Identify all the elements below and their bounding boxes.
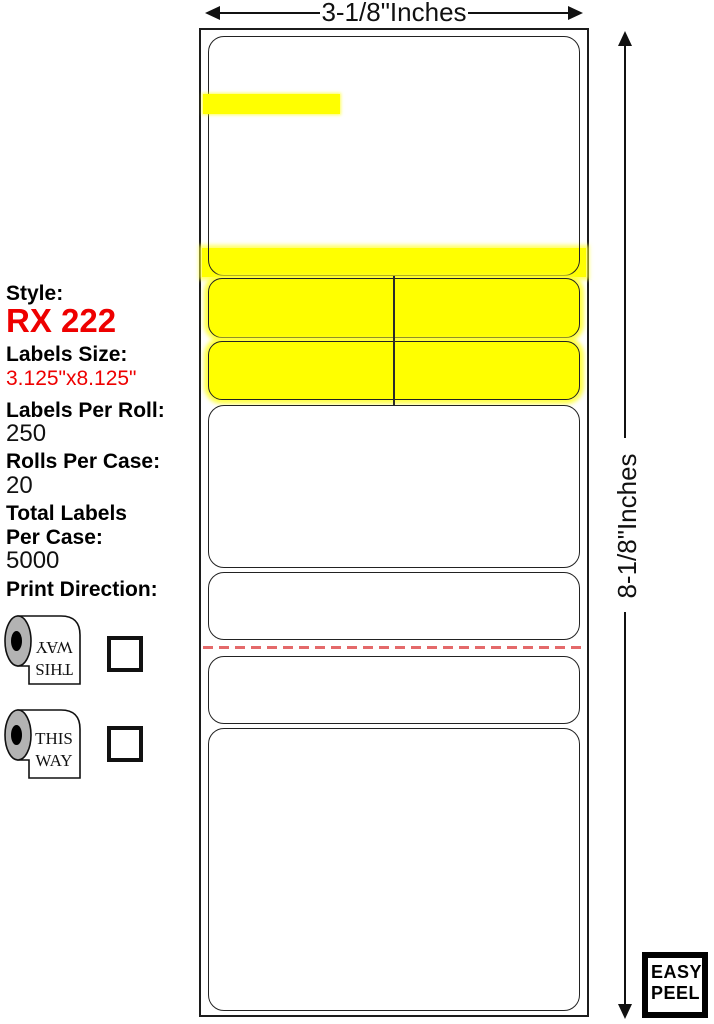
total-labels-value: 5000 bbox=[6, 547, 60, 574]
print-direction-checkbox-inverted bbox=[107, 636, 143, 672]
style-value: RX 222 bbox=[6, 302, 117, 339]
label-blank-small-upper bbox=[208, 572, 580, 640]
labels-size-value: 3.125"x8.125" bbox=[6, 367, 137, 390]
label-roll-diagram bbox=[199, 28, 589, 1017]
easy-peel-line2: PEEL bbox=[651, 983, 701, 1003]
width-dimension-label: 3-1/8"Inches bbox=[321, 0, 467, 26]
total-labels-label-line1: Total Labels bbox=[6, 502, 127, 525]
svg-text:WAY: WAY bbox=[35, 751, 73, 770]
roll-core-icon bbox=[11, 725, 22, 745]
total-labels-label-line2: Per Case: bbox=[6, 526, 103, 549]
label-blank-large-bottom bbox=[208, 728, 580, 1011]
yellow-highlight-bar bbox=[203, 94, 340, 114]
print-direction-label: Print Direction: bbox=[6, 578, 158, 601]
print-direction-checkbox-upright bbox=[107, 726, 143, 762]
rolls-per-case-label: Rolls Per Case: bbox=[6, 450, 161, 473]
svg-text:THIS: THIS bbox=[35, 729, 73, 748]
easy-peel-line1: EASY bbox=[651, 962, 703, 982]
svg-text:THIS: THIS bbox=[35, 660, 73, 679]
svg-text:WAY: WAY bbox=[35, 638, 73, 657]
easy-peel-badge bbox=[642, 952, 708, 1018]
row-center-divider bbox=[393, 276, 395, 405]
labels-per-roll-label: Labels Per Roll: bbox=[6, 399, 165, 422]
label-blank-large-top bbox=[208, 36, 580, 276]
perforation-dashed-line bbox=[203, 646, 585, 649]
label-blank-small-lower bbox=[208, 656, 580, 724]
label-blank-large-middle bbox=[208, 405, 580, 568]
labels-size-label: Labels Size: bbox=[6, 343, 128, 366]
height-measure-arrow-icon bbox=[605, 26, 653, 1024]
rolls-per-case-value: 20 bbox=[6, 472, 33, 499]
width-measure-arrow-icon bbox=[197, 0, 591, 26]
roll-direction-inverted-icon bbox=[2, 610, 88, 690]
labels-per-roll-value: 250 bbox=[6, 420, 47, 447]
height-dimension-label: 8-1/8"Inches bbox=[612, 453, 642, 599]
style-label: Style: bbox=[6, 282, 64, 305]
roll-direction-upright-icon bbox=[2, 704, 88, 784]
roll-core-icon bbox=[11, 631, 22, 651]
